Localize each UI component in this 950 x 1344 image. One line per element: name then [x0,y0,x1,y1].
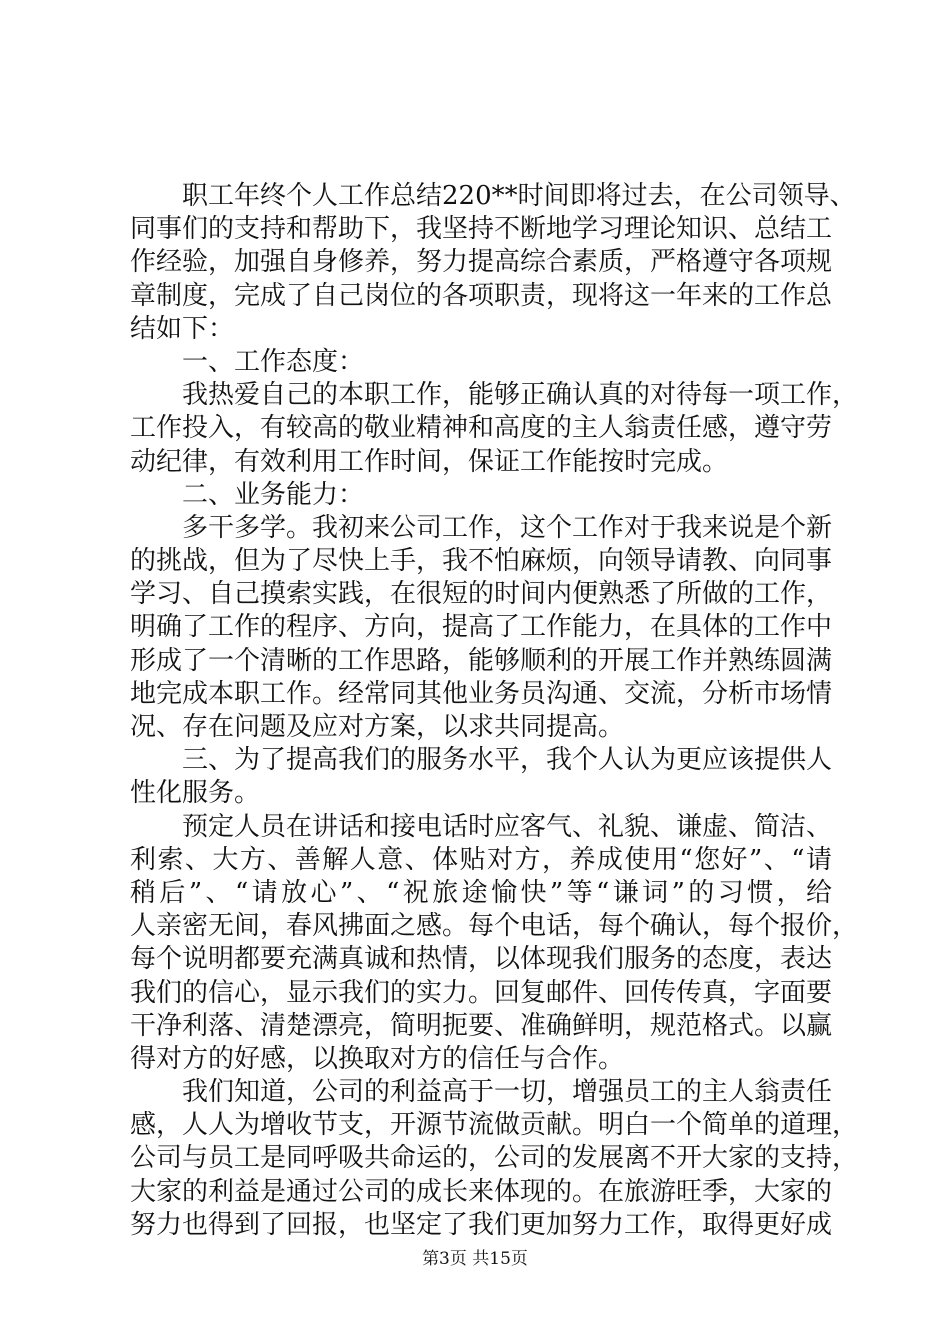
text-line: 学习、自己摸索实践，在很短的时间内便熟悉了所做的工作， [130,579,833,610]
text-line: 动纪律，有效利用工作时间，保证工作能按时完成。 [130,446,729,477]
text-line: 我们知道，公司的利益高于一切，增强员工的主人翁责任 [182,1077,833,1108]
text-line: 感，人人为增收节支，开源节流做贡献。明白一个简单的道理， [130,1110,859,1141]
text-line: 努力也得到了回报，也坚定了我们更加努力工作，取得更好成 [130,1209,833,1240]
text-line: 得对方的好感，以换取对方的信任与合作。 [130,1043,625,1074]
text-line: 地完成本职工作。经常同其他业务员沟通、交流，分析市场情 [130,678,833,709]
text-line: 干净利落、清楚漂亮，简明扼要、准确鲜明，规范格式。以赢 [130,1010,833,1041]
text-line: 稍后”、“请放心”、“祝旅途愉快”等“谦词”的习惯，给 [130,877,832,908]
text-line: 三、为了提高我们的服务水平，我个人认为更应该提供人 [182,745,833,776]
text-line: 的挑战，但为了尽快上手，我不怕麻烦，向领导请教、向同事 [130,546,833,577]
text-line: 作经验，加强自身修养，努力提高综合素质，严格遵守各项规 [130,247,833,278]
text-line: 我们的信心，显示我们的实力。回复邮件、回传传真，字面要 [130,977,833,1008]
text-line: 大家的利益是通过公司的成长来体现的。在旅游旺季，大家的 [130,1176,833,1207]
text-line: 工作投入，有较高的敬业精神和高度的主人翁责任感，遵守劳 [130,413,833,444]
text-line: 公司与员工是同呼吸共命运的，公司的发展离不开大家的支持， [130,1143,859,1174]
text-line: 明确了工作的程序、方向，提高了工作能力，在具体的工作中 [130,612,833,643]
text-line: 结如下： [130,313,235,344]
page-number: 第3页 共15页 [422,1249,528,1269]
text-line: 性化服务。 [130,778,261,809]
text-line: 一、工作态度： [182,346,365,377]
text-line: 人亲密无间，春风拂面之感。每个电话，每个确认，每个报价， [130,911,859,942]
text-line: 利索、大方、善解人意、体贴对方，养成使用“您好”、“请 [130,844,832,875]
text-line: 我热爱自己的本职工作，能够正确认真的对待每一项工作， [182,380,859,411]
text-line: 况、存在问题及应对方案，以求共同提高。 [130,712,625,742]
text-line: 职工年终个人工作总结220**时间即将过去，在公司领导、 [182,181,856,211]
text-line: 形成了一个清晰的工作思路，能够顺利的开展工作并熟练圆满 [130,645,833,676]
text-line: 章制度，完成了自己岗位的各项职责，现将这一年来的工作总 [130,280,833,311]
text-line: 同事们的支持和帮助下，我坚持不断地学习理论知识、总结工 [130,214,833,245]
document-body [130,180,859,1242]
text-line: 二、业务能力： [182,479,365,510]
text-line: 多干多学。我初来公司工作，这个工作对于我来说是个新 [182,512,833,543]
text-line: 每个说明都要充满真诚和热情，以体现我们服务的态度，表达 [130,944,833,975]
text-line: 预定人员在讲话和接电话时应客气、礼貌、谦虚、简洁、 [182,811,833,842]
